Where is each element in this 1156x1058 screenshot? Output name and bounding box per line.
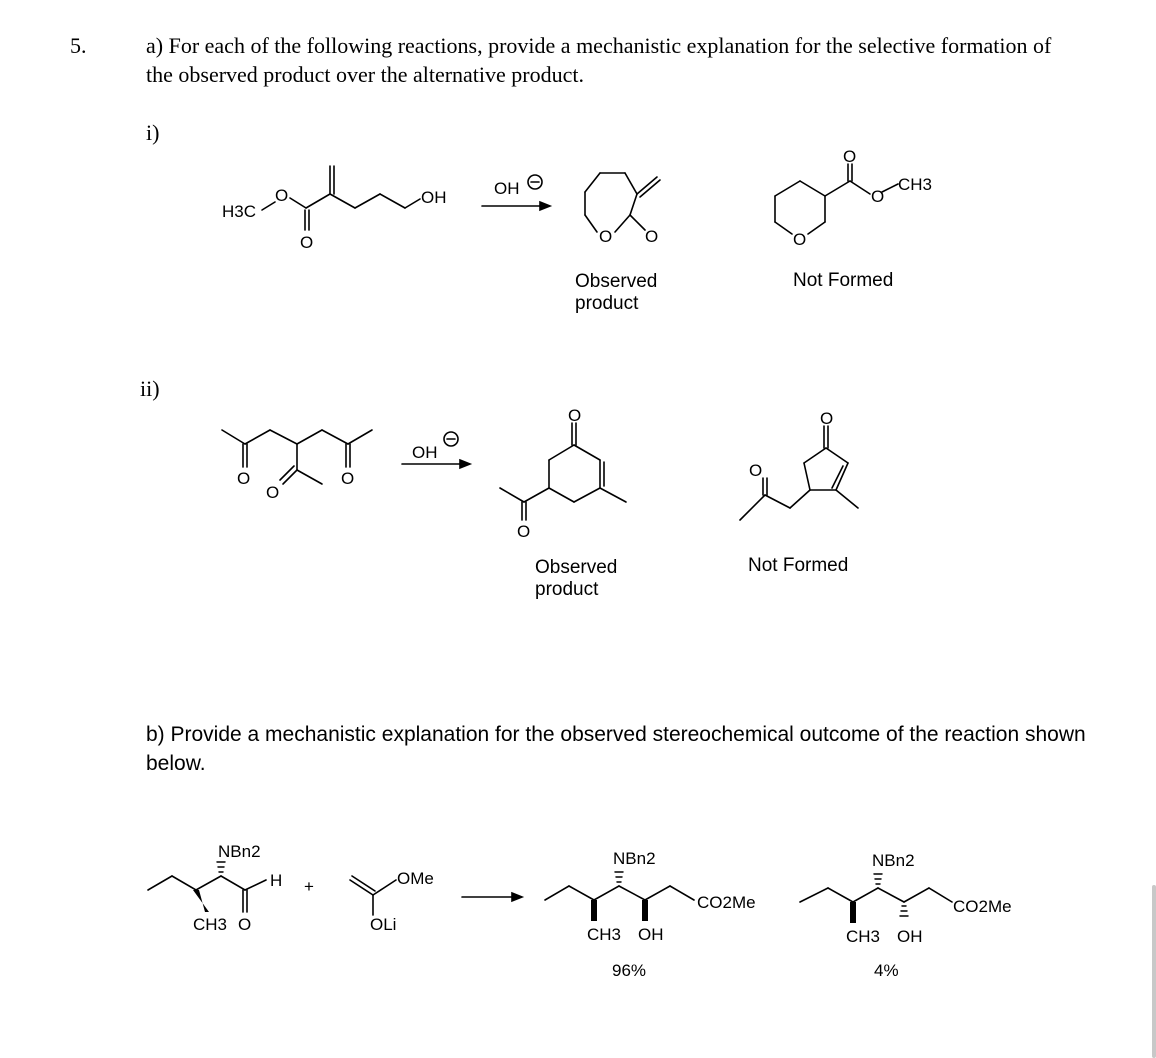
aldehyde-ch3: CH3 — [193, 915, 228, 934]
side-ketone-o: O — [749, 461, 763, 480]
ester-o-label: O — [275, 186, 289, 205]
aldehyde-reactant — [148, 862, 266, 912]
minor-oh: OH — [897, 927, 923, 946]
observed-caption-ii-1: Observed — [535, 557, 618, 578]
reaction-ii-observed-product — [500, 423, 626, 520]
ester-carbonyl-o: O — [843, 147, 857, 166]
methoxy-o: O — [871, 187, 885, 206]
major-yield: 96% — [612, 961, 647, 980]
reaction-i-label: i) — [146, 120, 160, 145]
hydroxide-reagent-ii: OH — [412, 443, 438, 462]
not-formed-caption-ii: Not Formed — [748, 555, 849, 576]
acetyl-o: O — [517, 522, 531, 541]
scrollbar[interactable] — [1152, 885, 1156, 1058]
major-co2me: CO2Me — [697, 893, 756, 912]
reaction-i-arrow — [482, 202, 550, 210]
reaction-i-observed-product — [585, 173, 660, 232]
question-number: 5. — [70, 33, 87, 58]
aldehyde-h: H — [270, 871, 283, 890]
hydroxide-reagent-i: OH — [494, 179, 520, 198]
minor-yield: 4% — [874, 961, 899, 980]
enone-o: O — [568, 406, 582, 425]
h3c-label: H3C — [222, 202, 257, 221]
observed-caption-ii-2: product — [535, 579, 599, 600]
hydroxyl-label: OH — [421, 188, 447, 207]
enolate-reactant — [350, 876, 396, 915]
methyl-label: CH3 — [898, 175, 933, 194]
ketone-o-1: O — [237, 469, 251, 488]
ketone-o-3: O — [266, 483, 280, 502]
plus-sign: + — [304, 877, 314, 896]
lactone-ring-o: O — [599, 227, 613, 246]
aldehyde-o: O — [238, 915, 252, 934]
minor-co2me: CO2Me — [953, 897, 1012, 916]
part-b-prompt: b) Provide a mechanistic explanation for the observed stereochemical outcome of the reaction shown below. — [146, 723, 1086, 775]
observed-caption-i-1: Observed — [575, 271, 658, 292]
major-ch3: CH3 — [587, 925, 622, 944]
thp-ring-o: O — [793, 230, 807, 249]
not-formed-caption-i: Not Formed — [793, 270, 894, 291]
reaction-ii-label: ii) — [140, 376, 160, 401]
major-nbn2: NBn2 — [613, 849, 656, 868]
major-oh: OH — [638, 925, 664, 944]
cyclopentenone-o: O — [820, 409, 834, 428]
lactone-carbonyl-o: O — [645, 227, 659, 246]
observed-caption-i-2: product — [575, 293, 639, 314]
enolate-oli: OLi — [370, 915, 397, 934]
minor-ch3: CH3 — [846, 927, 881, 946]
reaction-b-arrow — [462, 893, 522, 901]
part-a-prompt: a) For each of the following reactions, provide a mechanistic explanation for the selective formation of the observed product over the alternative product. — [146, 33, 1052, 87]
enolate-ome: OMe — [397, 869, 434, 888]
carbonyl-o-label: O — [300, 233, 314, 252]
aldehyde-nbn2: NBn2 — [218, 842, 261, 861]
minor-nbn2: NBn2 — [872, 851, 915, 870]
minor-product — [800, 874, 952, 923]
major-product — [545, 872, 694, 921]
ketone-o-2: O — [341, 469, 355, 488]
